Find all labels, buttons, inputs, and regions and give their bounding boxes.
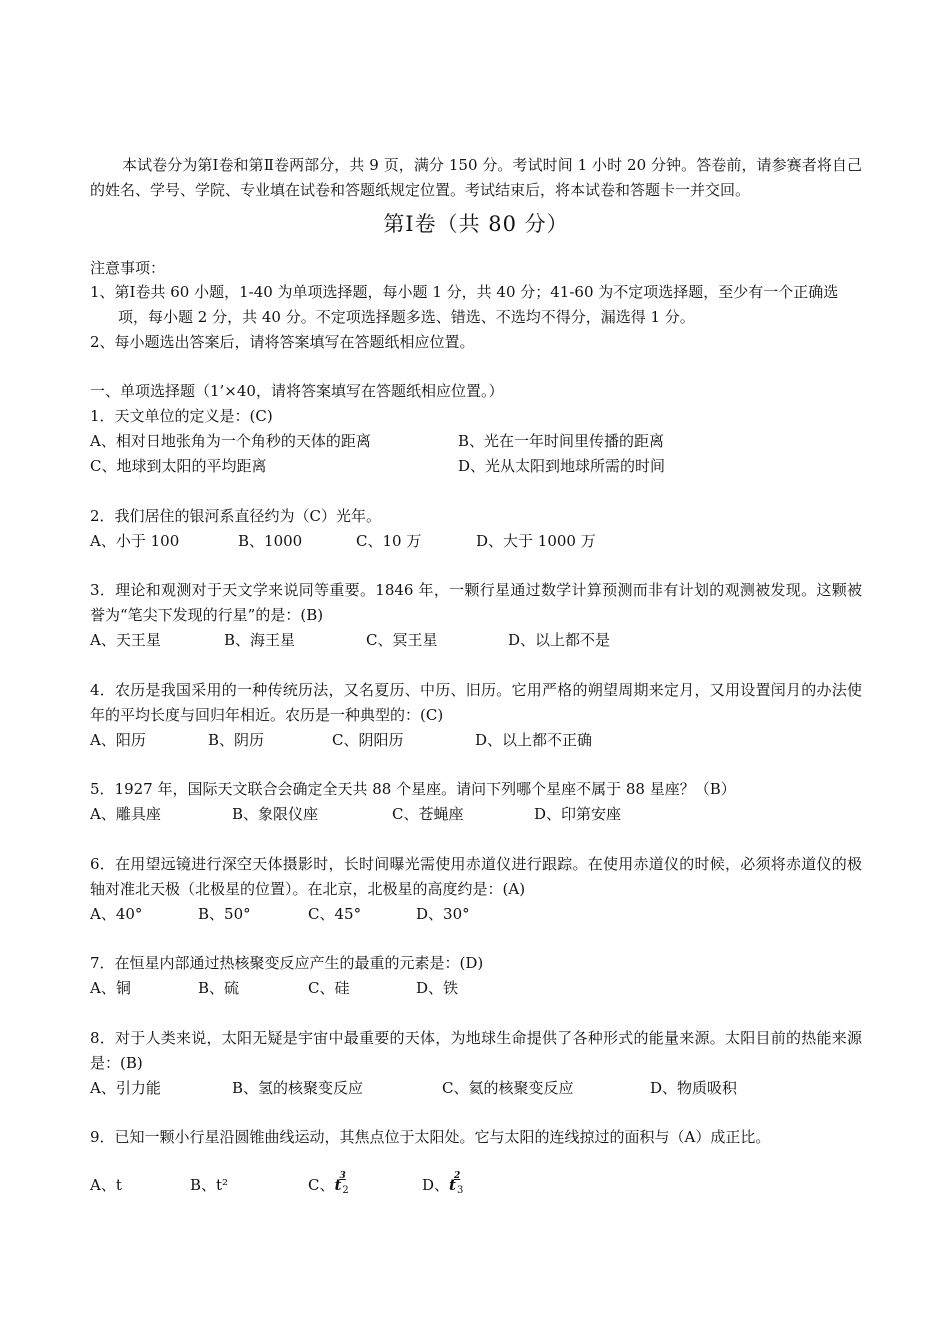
option-letter: C、 (308, 1176, 335, 1194)
option: D、以上都不正确 (475, 731, 593, 749)
option: A、40° (90, 905, 143, 923)
section-title: 第Ⅰ卷（共 80 分） (383, 212, 569, 236)
option: A、t (90, 1176, 122, 1194)
option: C、阴阳历 (332, 731, 404, 749)
option: C、10 万 (356, 532, 422, 550)
exponent-numerator: 3 (339, 1171, 346, 1181)
option: D、以上都不是 (508, 631, 611, 649)
option: D、30° (416, 905, 470, 923)
option: B、海王星 (224, 631, 296, 649)
option: A、天王星 (90, 631, 161, 649)
question-stem: 5．1927 年，国际天文联合会确定全天共 88 个星座。请问下列哪个星座不属于 88 星座？（B） (90, 780, 736, 798)
exam-instructions: 本试卷分为第Ⅰ卷和第Ⅱ卷两部分，共 9 页，满分 150 分。考试时间 1 小时 20 分钟。答卷前，请参赛者将自己的姓名、学号、学院、专业填在试卷和答题纸规定位置。考试结束后，将本试卷和答题卡一并交回。 (90, 156, 862, 199)
option: B、光在一年时间里传播的距离 (458, 432, 665, 450)
option (308, 1173, 349, 1200)
option: B、t² (190, 1176, 229, 1194)
question-stem: 8．对于人类来说，太阳无疑是宇宙中最重要的天体，为地球生命提供了各种形式的能量来源。太阳目前的热能来源是：(B) (90, 1029, 862, 1072)
question-stem: 7．在恒星内部通过热核聚变反应产生的最重的元素是：(D) (90, 954, 484, 972)
option: C、地球到太阳的平均距离 (90, 457, 267, 475)
option: D、印第安座 (534, 805, 622, 823)
option-letter: D、 (422, 1176, 450, 1194)
question-stem: 6．在用望远镜进行深空天体摄影时，长时间曝光需使用赤道仪进行跟踪。在使用赤道仪的时候，必须将赤道仪的极轴对准北天极（北极星的位置）。在北京，北极星的高度约是：(A) (90, 855, 862, 898)
math-variable: t 2 (449, 1176, 456, 1194)
math-variable: t 3 (334, 1176, 341, 1194)
exponent-denominator: 3 (456, 1185, 464, 1196)
option: B、阴历 (208, 731, 265, 749)
option: A、相对日地张角为一个角秒的天体的距离 (90, 432, 371, 450)
question-stem: 3．理论和观测对于天文学来说同等重要。1846 年，一颗行星通过数学计算预测而非有计划的观测被发现。这颗被誉为“笔尖下发现的行星”的是：(B) (90, 581, 862, 624)
option: A、阳历 (90, 731, 146, 749)
notice-item: 1、第Ⅰ卷共 60 小题，1-40 为单项选择题，每小题 1 分，共 40 分；41-60 为不定项选择题，至少有一个正确选项，每小题 2 分，共 40 分。不定项选择题多选、错选、不选均不得分，漏选得 1 分。 (90, 283, 839, 326)
option: D、光从太阳到地球所需的时间 (458, 457, 666, 475)
option: C、苍蝇座 (392, 805, 464, 823)
question-stem: 4．农历是我国采用的一种传统历法，又名夏历、中历、旧历。它用严格的朔望周期来定月，又用设置闰月的办法使年的平均长度与回归年相近。农历是一种典型的：(C) (90, 681, 862, 724)
option: D、物质吸积 (650, 1079, 738, 1097)
option: B、50° (198, 905, 251, 923)
option: B、象限仪座 (232, 805, 319, 823)
option: C、45° (308, 905, 362, 923)
option: B、硫 (198, 979, 240, 997)
option: A、引力能 (90, 1079, 161, 1097)
option (422, 1173, 463, 1200)
option: B、氢的核聚变反应 (232, 1079, 364, 1097)
option: C、硅 (308, 979, 350, 997)
option: D、大于 1000 万 (476, 532, 596, 550)
question-stem: 1．天文单位的定义是：(C) (90, 407, 273, 425)
option: B、1000 (238, 532, 303, 550)
question-stem: 9．已知一颗小行星沿圆锥曲线运动，其焦点位于太阳处。它与太阳的连线掠过的面积与（A）成正比。 (90, 1128, 771, 1146)
exponent-denominator: 2 (342, 1185, 349, 1196)
option: A、雕具座 (90, 805, 161, 823)
option: A、铜 (90, 979, 131, 997)
option: C、氦的核聚变反应 (442, 1079, 574, 1097)
exponent-numerator: 2 (454, 1171, 461, 1181)
option: D、铁 (416, 979, 459, 997)
part-heading: 一、单项选择题（1’×40，请将答案填写在答题纸相应位置。） (90, 382, 504, 400)
option: C、冥王星 (366, 631, 438, 649)
question-stem: 2．我们居住的银河系直径约为（C）光年。 (90, 507, 382, 525)
notice-item: 2、每小题选出答案后，请将答案填写在答题纸相应位置。 (90, 333, 475, 351)
notice-heading: 注意事项： (90, 259, 166, 277)
option: A、小于 100 (90, 532, 180, 550)
